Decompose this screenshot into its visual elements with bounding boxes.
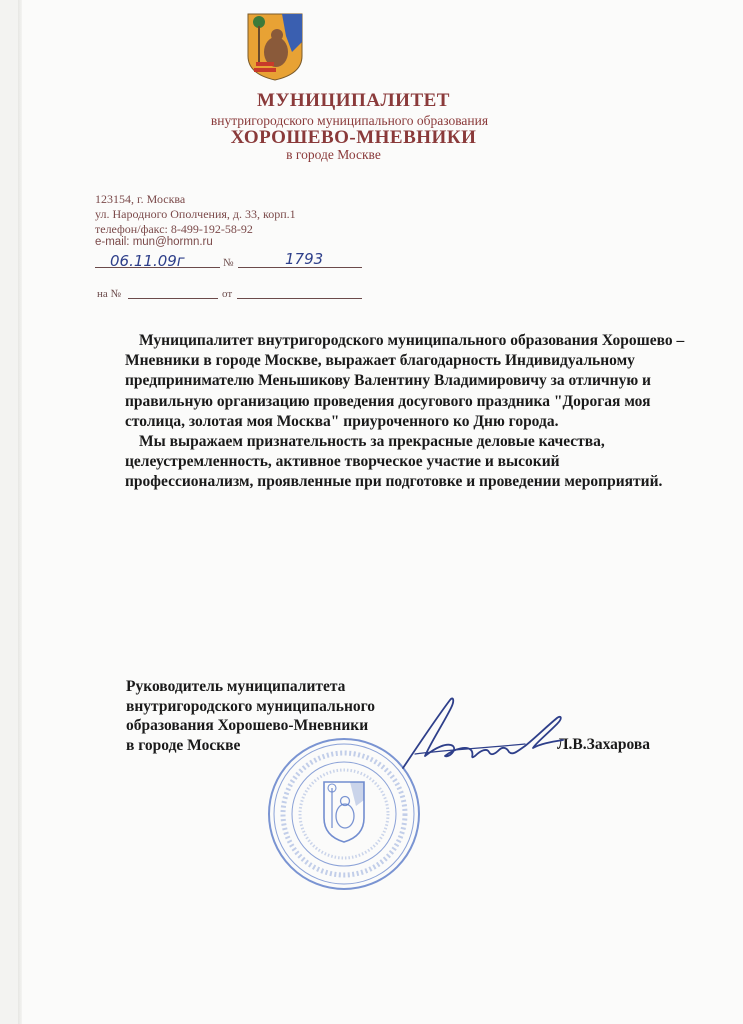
reply-date-label: от — [222, 288, 233, 300]
registration-date: 06.11.09г — [110, 252, 185, 270]
reply-number-label: на № — [97, 288, 122, 300]
registration-number-label: № — [223, 257, 234, 269]
signatory-title-line: в городе Москве — [126, 736, 241, 754]
signatory-title-line: внутригородского муниципального — [126, 697, 376, 715]
letterhead-district-name: ХОРОШЕВО-МНЕВНИКИ — [230, 127, 477, 148]
handwritten-signature — [395, 690, 570, 780]
address-phone: телефон/факс: 8-499-192-58-92 — [95, 222, 253, 236]
address-zip-city: 123154, г. Москва — [95, 192, 186, 206]
letter-paragraph: Мы выражаем признательность за прекрасные деловые качества, целеустремленность, активное творческое участие и высокий профессионализм, проявленные при подготовке и проведении мероприятий. — [125, 433, 663, 491]
letterhead-org-title: МУНИЦИПАЛИТЕТ — [257, 90, 450, 111]
signatory-name: Л.В.Захарова — [557, 736, 650, 753]
reply-date-underline — [237, 298, 362, 299]
letterhead-city: в городе Москве — [286, 147, 381, 162]
reply-number-underline — [128, 298, 218, 299]
signatory-title-line: Руководитель муниципалитета — [126, 678, 346, 695]
letter-body — [125, 331, 685, 493]
registration-number: 1793 — [285, 250, 324, 268]
letterhead-org-subtitle: внутригородского муниципального образования — [210, 113, 489, 128]
letter-paragraph: Муниципалитет внутригородского муниципального образования Хорошево – Мневники в городе Москве, выражает благодарность Индивидуальному предпринимателю Меньшикову Валентину Владимировичу за отличную и правильную организацию проведения досугового праздника "Дорогая моя столица, золотая моя Москва" приуроченного ко Дню города. — [125, 332, 685, 430]
coat-of-arms-emblem — [246, 12, 304, 82]
signatory-title-line: образования Хорошево-Мневники — [126, 717, 369, 734]
address-email: e-mail: mun@hormn.ru — [95, 236, 213, 248]
address-street: ул. Народного Ополчения, д. 33, корп.1 — [95, 207, 296, 221]
